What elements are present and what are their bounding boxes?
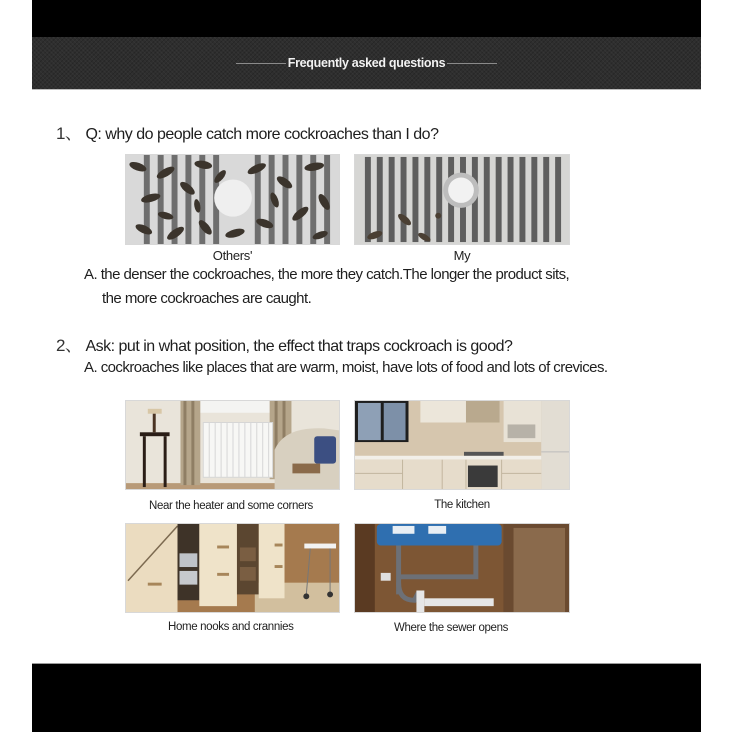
- faq-2-question-text: Ask: put in what position, the effect that traps cockroach is good?: [85, 338, 513, 355]
- location-caption-nooks: Home nooks and crannies: [168, 621, 294, 633]
- sparse-glue-trap-photo: [354, 154, 570, 245]
- sink-drain-pipes-photo: [354, 523, 570, 613]
- comparison-caption-my: My: [453, 248, 471, 263]
- crowded-glue-trap-photo: [125, 154, 340, 245]
- location-caption-kitchen: The kitchen: [434, 499, 490, 511]
- faq-1-number: 1、: [56, 124, 82, 143]
- header-title-wrap: [32, 54, 701, 72]
- bottom-black-band: [32, 663, 701, 732]
- faq-2-question: [56, 331, 512, 356]
- cabinet-nooks-photo: [125, 523, 340, 613]
- heater-room-photo: [125, 400, 340, 490]
- comparison-caption-others: Others': [212, 248, 253, 263]
- section-header-banner: [32, 37, 701, 90]
- faq-2-number: 2、: [56, 336, 82, 355]
- faq-1-answer-line-1: A. the denser the cockroaches, the more they catch.The longer the product sits,: [84, 266, 570, 283]
- faq-1-question: [56, 119, 438, 144]
- kitchen-photo: [354, 400, 570, 490]
- faq-1-question-text: Q: why do people catch more cockroaches than I do?: [85, 126, 439, 143]
- top-black-band: [32, 0, 701, 37]
- location-caption-sewer: Where the sewer opens: [393, 622, 509, 634]
- header-left-rule: [236, 63, 286, 64]
- faq-1-answer-line-2: the more cockroaches are caught.: [102, 290, 312, 307]
- header-right-rule: [447, 63, 497, 64]
- header-title: Frequently asked questions: [287, 56, 446, 70]
- location-caption-heater: Near the heater and some corners: [149, 500, 313, 512]
- faq-2-answer-line-1: A. cockroaches like places that are warm, moist, have lots of food and lots of crevices.: [84, 359, 608, 376]
